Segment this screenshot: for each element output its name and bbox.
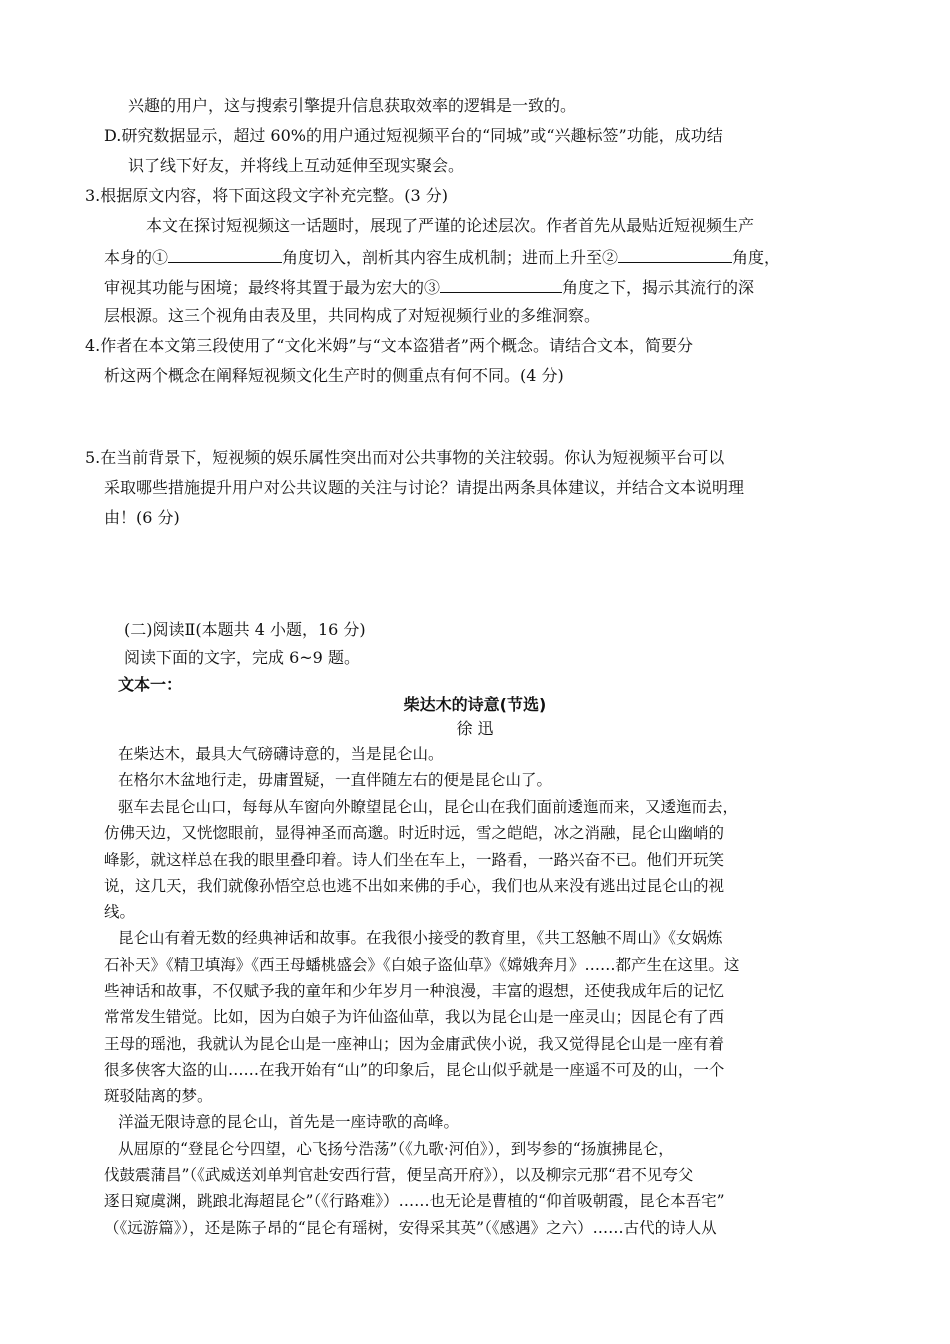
body-line: 驱车去昆仑山口，每每从车窗向外瞭望昆仑山，昆仑山在我们面前逶迤而来，又逶迤而去， xyxy=(118,798,739,816)
body-line: 说，这几天，我们就像孙悟空总也逃不出如来佛的手心，我们也从来没有逃出过昆仑山的视 xyxy=(104,877,725,895)
option-d-line2: 识了线下好友，并将线上互动延伸至现实聚会。 xyxy=(128,156,465,175)
body-line: 王母的瑶池，我就认为昆仑山是一座神山；因为金庸武侠小说，我又觉得昆仑山是一座有着 xyxy=(104,1035,725,1053)
question-5-line1: 5.在当前背景下，短视频的娱乐属性突出而对公共事物的关注较弱。你认为短视频平台可以 xyxy=(85,448,725,467)
body-line: 伐鼓震蒲昌”（《武威送刘单判官赴安西行营，便呈高开府》），以及柳宗元那“君不见夸父 xyxy=(104,1166,694,1184)
body-line: 斑驳陆离的梦。 xyxy=(104,1087,213,1105)
body-line: 在格尔木盆地行走，毋庸置疑，一直伴随左右的便是昆仑山了。 xyxy=(118,771,553,789)
question-3-text-c: 角度， xyxy=(732,248,781,267)
question-3-para-line4: 层根源。这三个视角由表及里，共同构成了对短视频行业的多维洞察。 xyxy=(104,306,601,325)
body-line: 洋溢无限诗意的昆仑山，首先是一座诗歌的高峰。 xyxy=(118,1113,460,1131)
reading-instruction: 阅读下面的文字，完成 6~9 题。 xyxy=(124,648,360,667)
question-4-line1: 4.作者在本文第三段使用了“文化米姆”与“文本盗猎者”两个概念。请结合文本，简要分 xyxy=(85,336,693,355)
body-line: 很多侠客大盗的山……在我开始有“山”的印象后，昆仑山似乎就是一座遥不可及的山，一个 xyxy=(104,1061,725,1079)
question-3-para-line1: 本文在探讨短视频这一话题时，展现了严谨的论述层次。作者首先从最贴近短视频生产 xyxy=(146,216,755,235)
question-3-text-a: 本身的① xyxy=(104,248,169,267)
question-3-text-e: 角度之下，揭示其流行的深 xyxy=(562,278,755,297)
question-4-line2: 析这两个概念在阐释短视频文化生产时的侧重点有何不同。(4 分) xyxy=(104,366,564,385)
body-line: （《远游篇》），还是陈子昂的“昆仑有瑶树，安得采其英”（《感遇》之六）……古代的诗人从 xyxy=(104,1219,717,1237)
question-3-text-b: 角度切入，剖析其内容生成机制；进而上升至② xyxy=(282,248,619,267)
question-5-line2: 采取哪些措施提升用户对公共议题的关注与讨论？请提出两条具体建议，并结合文本说明理 xyxy=(104,478,745,497)
body-line: 些神话和故事，不仅赋予我的童年和少年岁月一种浪漫，丰富的遐想，还使我成年后的记忆 xyxy=(104,982,725,1000)
answer-blank-3[interactable] xyxy=(440,274,562,293)
option-d-line1: D.研究数据显示，超过 60%的用户通过短视频平台的“同城”或“兴趣标签”功能，成功结 xyxy=(104,126,723,145)
answer-blank-2[interactable] xyxy=(618,244,732,263)
question-3-text-d: 审视其功能与困境；最终将其置于最为宏大的③ xyxy=(104,278,441,297)
body-line: 石补天》《精卫填海》《西王母蟠桃盛会》《白娘子盗仙草》《嫦娥奔月》……都产生在这里。这 xyxy=(104,956,740,974)
body-line: 峰影，就这样总在我的眼里叠印着。诗人们坐在车上，一路看，一路兴奋不已。他们开玩笑 xyxy=(104,851,725,869)
article-author: 徐 迅 xyxy=(456,719,494,738)
answer-blank-1[interactable] xyxy=(168,244,282,263)
question-5-line3: 由！(6 分) xyxy=(104,508,180,527)
question-3-para-line3 xyxy=(104,274,754,300)
question-3-stem: 3.根据原文内容，将下面这段文字补充完整。(3 分) xyxy=(85,186,449,205)
section-heading: (二)阅读Ⅱ(本题共 4 小题，16 分) xyxy=(124,620,366,639)
body-line: 昆仑山有着无数的经典神话和故事。在我很小接受的教育里，《共工怒触不周山》《女娲炼 xyxy=(118,929,723,947)
text-one-label: 文本一： xyxy=(118,675,183,694)
body-line: 线。 xyxy=(104,903,136,921)
body-line: 逐日窥虞渊，跳踉北海超昆仑”（《行路难》）……也无论是曹植的“仰首吸朝霞，昆仑本吾宅” xyxy=(104,1192,725,1210)
option-c-tail: 兴趣的用户，这与搜索引擎提升信息获取效率的逻辑是一致的。 xyxy=(128,96,577,115)
body-line: 常常发生错觉。比如，因为白娘子为许仙盗仙草，我以为昆仑山是一座灵山；因昆仑有了西 xyxy=(104,1008,725,1026)
question-3-para-line2 xyxy=(104,244,780,270)
body-line: 仿佛天边，又恍惚眼前，显得神圣而高邈。时近时远，雪之皑皑，冰之消融，昆仑山幽峭的 xyxy=(104,824,725,842)
body-line: 在柴达木，最具大气磅礴诗意的，当是昆仑山。 xyxy=(118,745,444,763)
body-line: 从屈原的“登昆仑兮四望，心飞扬兮浩荡”（《九歌·河伯》），到岑参的“扬旗拂昆仑， xyxy=(118,1140,674,1158)
article-title: 柴达木的诗意(节选) xyxy=(403,695,547,714)
